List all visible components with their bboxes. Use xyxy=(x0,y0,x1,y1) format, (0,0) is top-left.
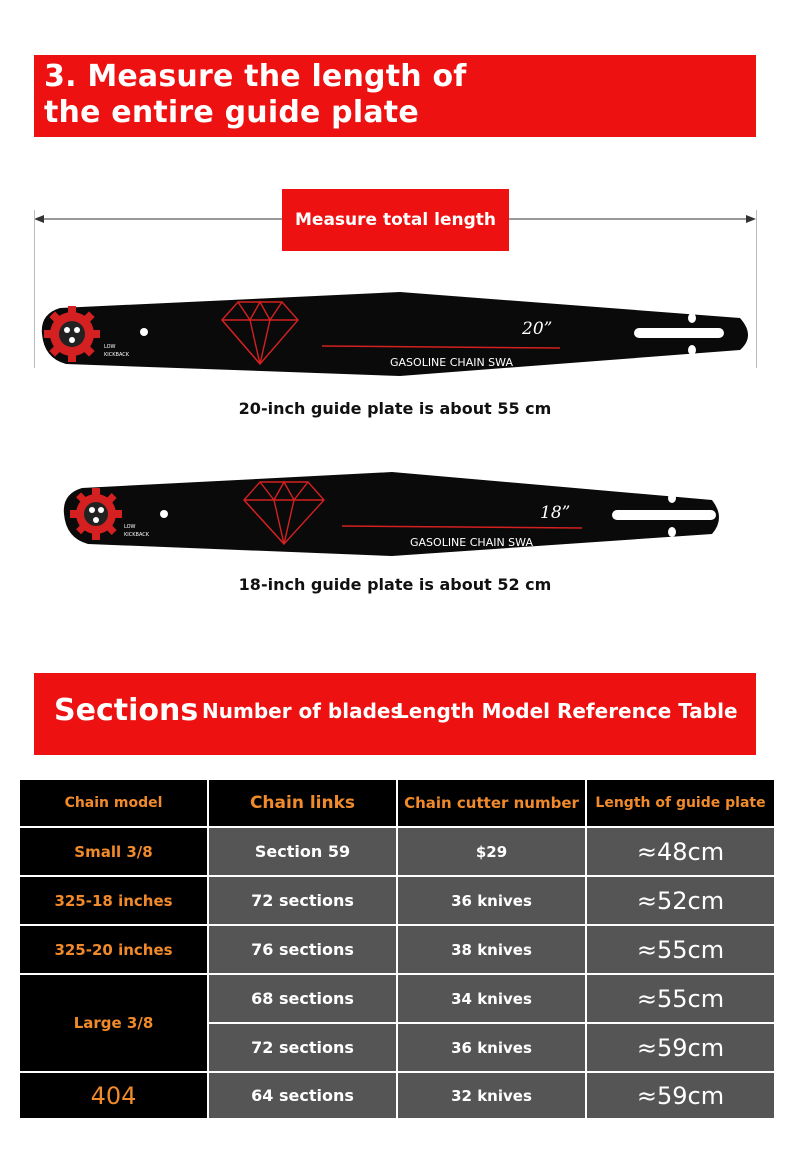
row-length: ≈59cm xyxy=(587,1073,774,1118)
row-links: 72 sections xyxy=(209,1024,396,1071)
row-cutters: 36 knives xyxy=(398,1024,585,1071)
low-kickback-text-2: KICKBACK xyxy=(104,352,130,358)
row-model-325-18: 325-18 inches xyxy=(20,877,207,924)
low-kickback-text-1: LOW xyxy=(104,344,116,350)
header-cutter-number: Chain cutter number xyxy=(398,780,585,826)
row-model-404: 404 xyxy=(20,1073,207,1118)
measure-total-length-label: Measure total length xyxy=(282,189,509,251)
caption-18-inch: 18-inch guide plate is about 52 cm xyxy=(238,575,552,594)
row-links: 64 sections xyxy=(209,1073,396,1118)
guide-bar-20-inch xyxy=(40,288,756,380)
header-chain-model: Chain model xyxy=(20,780,207,826)
low-kickback-text-1: LOW xyxy=(124,524,136,530)
table-title-sections: Sections xyxy=(54,693,199,728)
section-title-line-2: the entire guide plate xyxy=(44,95,419,130)
row-length: ≈48cm xyxy=(587,828,774,875)
row-length: ≈52cm xyxy=(587,877,774,924)
row-model-small-38: Small 3/8 xyxy=(20,828,207,875)
table-title-banner xyxy=(34,673,756,755)
header-chain-links: Chain links xyxy=(209,780,396,826)
row-cutters: 36 knives xyxy=(398,877,585,924)
row-cutters: $29 xyxy=(398,828,585,875)
row-links: 68 sections xyxy=(209,975,396,1022)
table-title-length: Length Model Reference Table xyxy=(396,699,738,723)
bar-brand-text: GASOLINE CHAIN SWA xyxy=(390,356,513,369)
guide-bar-18-inch xyxy=(62,470,726,560)
table-title-blades: Number of blades xyxy=(202,699,403,723)
row-length: ≈59cm xyxy=(587,1024,774,1071)
bar-brand-text: GASOLINE CHAIN SWA xyxy=(410,536,533,549)
caption-20-inch: 20-inch guide plate is about 55 cm xyxy=(238,399,552,418)
row-model-325-20: 325-20 inches xyxy=(20,926,207,973)
sprocket-icon xyxy=(44,306,100,362)
row-cutters: 38 knives xyxy=(398,926,585,973)
measure-tick-right xyxy=(756,210,757,368)
row-links: 76 sections xyxy=(209,926,396,973)
reference-table xyxy=(20,780,774,1118)
header-guide-length: Length of guide plate xyxy=(587,780,774,826)
row-cutters: 34 knives xyxy=(398,975,585,1022)
bar-size-label: 18” xyxy=(540,503,571,523)
section-title-banner xyxy=(34,55,756,137)
section-title-line-1: 3. Measure the length of xyxy=(44,59,467,94)
row-links: Section 59 xyxy=(209,828,396,875)
row-links: 72 sections xyxy=(209,877,396,924)
row-length: ≈55cm xyxy=(587,975,774,1022)
measure-tick-left xyxy=(34,210,35,368)
row-cutters: 32 knives xyxy=(398,1073,585,1118)
row-model-large-38: Large 3/8 xyxy=(20,975,207,1071)
low-kickback-text-2: KICKBACK xyxy=(124,532,150,538)
bar-size-label: 20” xyxy=(522,319,553,339)
row-length: ≈55cm xyxy=(587,926,774,973)
